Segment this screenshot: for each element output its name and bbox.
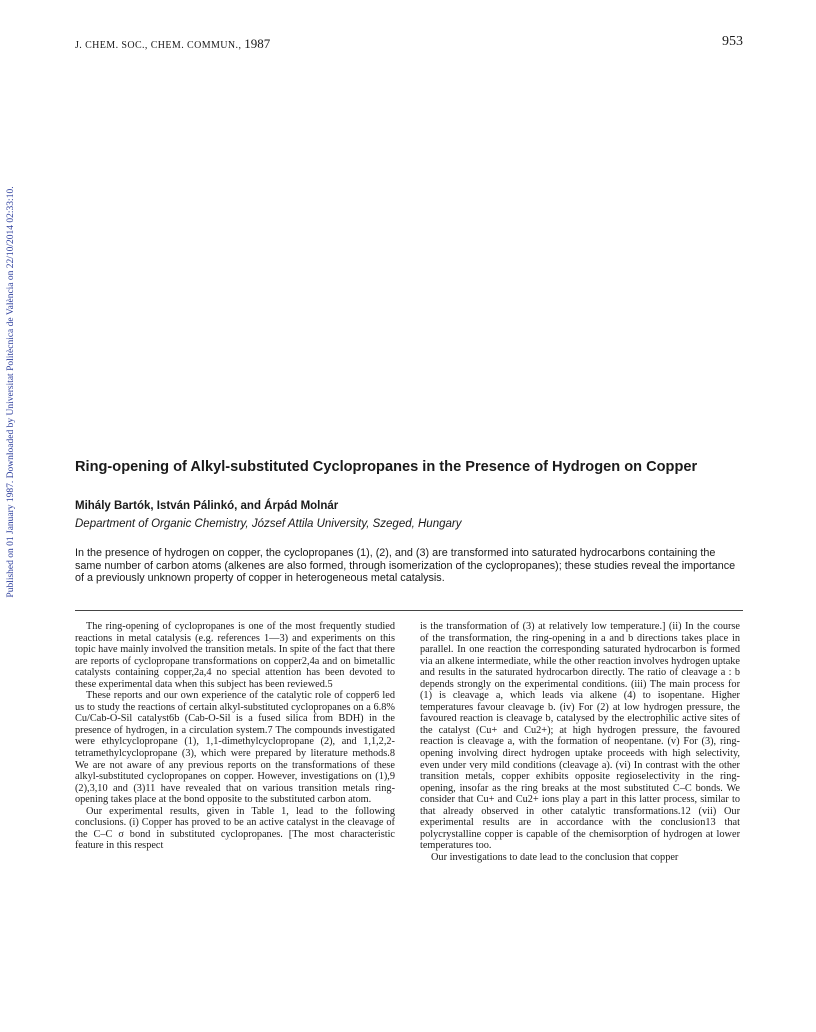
download-watermark xyxy=(2,150,20,634)
body-column-left xyxy=(75,621,395,852)
running-header xyxy=(75,36,743,52)
body-paragraph: Our investigations to date lead to the conclusion that copper xyxy=(431,851,679,863)
page-number: 953 xyxy=(722,34,743,49)
journal-name: J. CHEM. SOC., CHEM. COMMUN., xyxy=(75,40,242,51)
download-watermark-text: Published on 01 January 1987. Downloaded by Universitat Politècnica de València on 22/10/2014 02:33:10. xyxy=(6,186,16,598)
body-paragraph: These reports and our own experience of the catalytic role of copper6 led us to study the reactions of certain alkyl-substituted cyclopropanes on a 6.8% Cu/Cab-O-Sil catalyst6b (Cab-O-Sil is a fused silica from BDH) in the presence of hydrogen, in a circulation system.7 The compounds investigated were ethylcyclopropane (1), 1,1-dimethylcyclopropane (2), and 1,1,2,2-tetramethylcyclopropane (3), which were prepared by literature methods.8 We are not aware of any previous reports on the transformations of these alkyl-substituted cyclopropanes on copper. However, investigations on (1),9 (2),3,10 and (3)11 have revealed that on various transition metals ring-opening takes place at the bond opposite to the substituted carbon atom. xyxy=(75,690,395,806)
body-paragraph: The ring-opening of cyclopropanes is one of the most frequently studied reactions in metal catalysis (e.g. references 1—3) and experiments on this topic have mainly involved the transition metals. In spite of the fact that there are reports of cyclopropane transformations on copper2,4a and on bimetallic catalysts containing copper,2a,4 no special attention has been devoted to these experimental data when this subject has been reviewed.5 xyxy=(75,621,395,690)
body-paragraph: Our experimental results, given in Table 1, lead to the following conclusions. (i) Copper has proved to be an active catalyst in the cleavage of the C–C σ bond in substituted cyclopropanes. [The most characteristic feature in this respect xyxy=(75,805,395,852)
body-column-right xyxy=(420,621,740,863)
author-list: Mihály Bartók, István Pálinkó, and Árpád Molnár xyxy=(75,500,339,512)
body-paragraph: is the transformation of (3) at relatively low temperature.] (ii) In the course of the transformation, the ring-opening in a and b directions takes place in parallel. In one reaction the corresponding saturated hydrocarbon is formed via an alkene intermediate, while the other reaction involves hydrogen uptake and results in the saturated hydrocarbon directly. The ratio of cleavage a : b depends strongly on the experimental conditions. (iii) The main process for (1) is cleavage a, which leads via alkene (4) to isopentane. Higher temperatures favour cleavage b. (iv) For (2) at low hydrogen pressure, the favoured reaction is cleavage b, catalysed by the electrophilic active sites of the catalyst (Cu+ and Cu2+); at high hydrogen pressure, the favoured reaction is cleavage a, with the formation of neopentane. (v) For (3), ring-opening involving direct hydrogen uptake proceeds with high selectivity, even under very mild conditions (cleavage a). (vi) In contrast with the other transition metals, copper exhibits opposite regioselectivity in the ring-opening, insofar as the ring breaks at the most substituted C–C bonds. We consider that Cu+ and Cu2+ ions play a part in this latter process, similar to that already observed in other catalytic transformations.12 (vii) Our experimental results are in accordance with the conclusion13 that polycrystalline copper is capable of the chemisorption of hydrogen at lower temperatures too. xyxy=(420,621,740,852)
journal-year: 1987 xyxy=(244,36,271,51)
journal-reference xyxy=(75,36,270,52)
abstract: In the presence of hydrogen on copper, the cyclopropanes (1), (2), and (3) are transformed into saturated hydrocarbons containing the same number of carbon atoms (alkenes are also formed, through isomerization of the cyclopropanes); these studies reveal the importance of a previously unknown property of copper in heterogeneous metal catalysis. xyxy=(75,547,736,585)
section-divider xyxy=(75,610,743,611)
author-affiliation: Department of Organic Chemistry, József Attila University, Szeged, Hungary xyxy=(75,518,462,530)
article-title: Ring-opening of Alkyl-substituted Cyclopropanes in the Presence of Hydrogen on Copper xyxy=(75,459,698,475)
